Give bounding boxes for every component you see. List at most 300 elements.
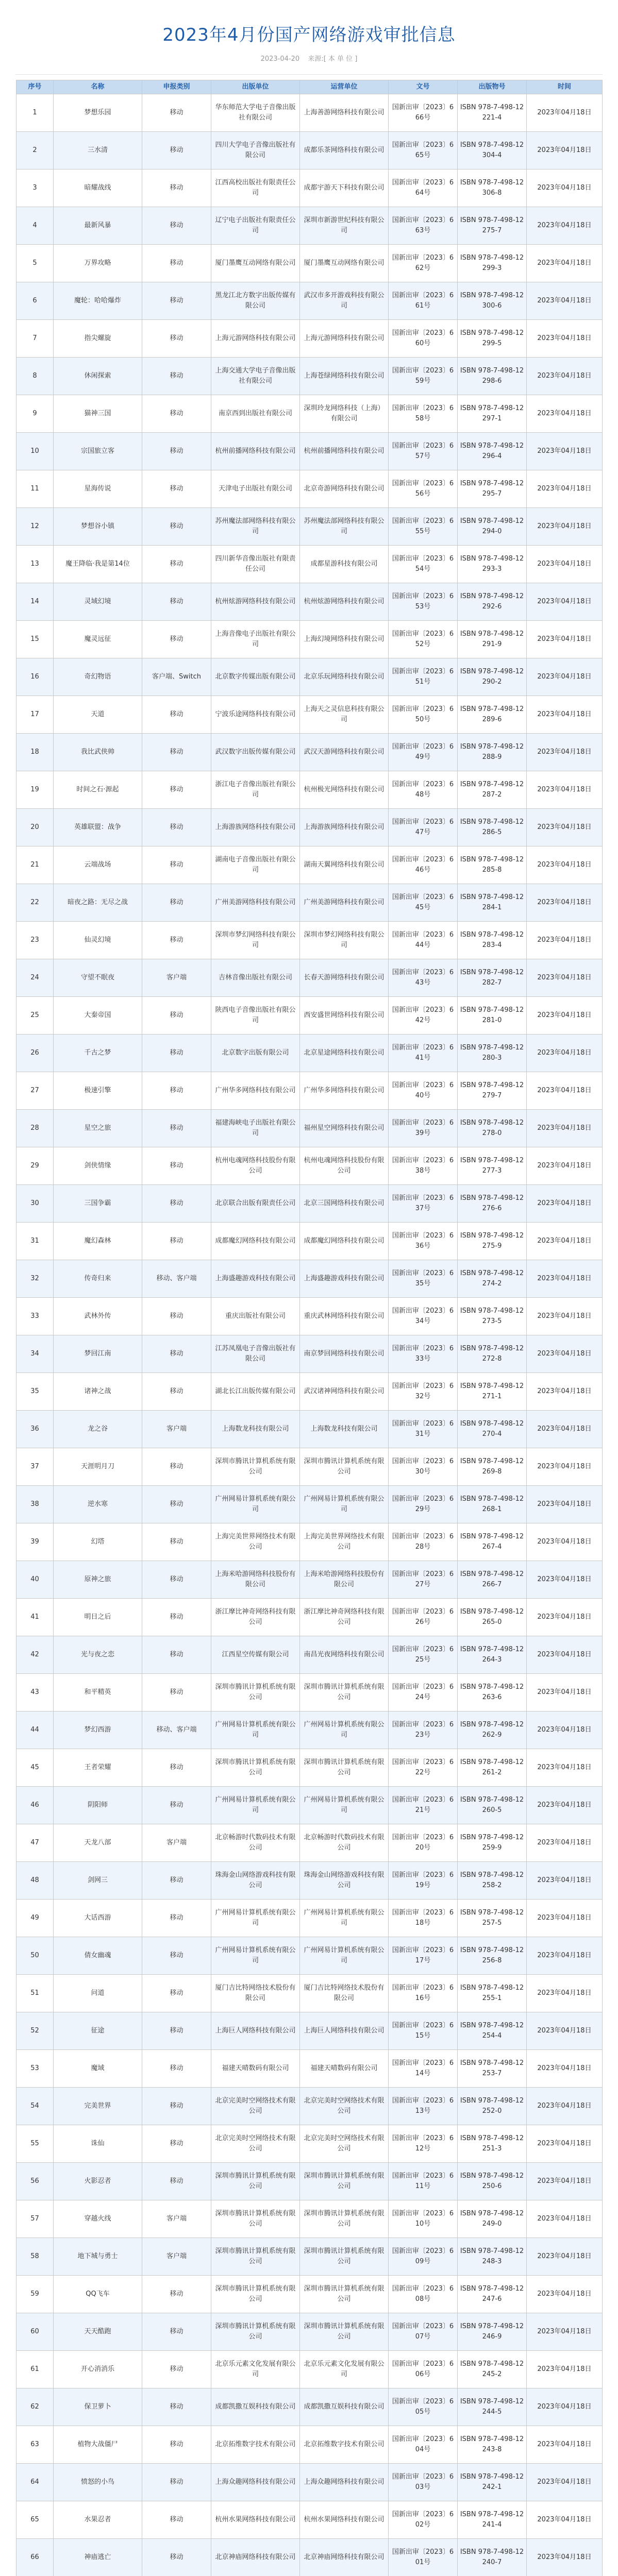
cell-approval-no: 国新出审〔2023〕657号 [389,433,458,470]
cell-category: 移动 [142,1523,211,1561]
cell-category: 移动 [142,809,211,846]
cell-name: 三国争霸 [54,1185,142,1223]
cell-isbn: ISBN 978-7-498-12247-6 [458,2276,527,2313]
cell-name: 逆水寒 [54,1486,142,1523]
cell-category: 客户端、Switch [142,658,211,696]
table-row [16,1561,603,1599]
cell-publisher: 北京完美时空网络技术有限公司 [211,2125,300,2163]
cell-isbn: ISBN 978-7-498-12295-7 [458,470,527,508]
cell-date: 2023年04月18日 [527,1335,603,1373]
cell-publisher: 广州网易计算机系统有限公司 [211,1937,300,1975]
cell-index: 23 [16,922,54,959]
cell-name: 我比武侠帅 [54,734,142,771]
divider [15,74,603,75]
cell-category: 移动 [142,470,211,508]
cell-category: 移动 [142,2012,211,2050]
cell-approval-no: 国新出审〔2023〕641号 [389,1035,458,1072]
cell-publisher: 宁波乐途网络科技有限公司 [211,696,300,734]
cell-publisher: 上海元游网络科技有限公司 [211,320,300,358]
table-row [16,1110,603,1147]
table-row [16,433,603,470]
cell-index: 18 [16,734,54,771]
cell-operator: 北京奇游网络科技有限公司 [300,470,389,508]
cell-date: 2023年04月18日 [527,2200,603,2238]
cell-publisher: 北京联合出版有限责任公司 [211,1185,300,1223]
cell-operator: 深圳市腾讯计算机系统有限公司 [300,1749,389,1787]
col-header-category: 申报类别 [142,80,211,94]
cell-approval-no: 国新出审〔2023〕639号 [389,1110,458,1147]
cell-operator: 北京乐元素文化发展有限公司 [300,2351,389,2388]
cell-publisher: 江西星空传媒有限公司 [211,1636,300,1674]
table-row [16,245,603,282]
cell-operator: 珠海金山网络游戏科技有限公司 [300,1862,389,1900]
cell-isbn: ISBN 978-7-498-12300-6 [458,282,527,320]
cell-category: 移动 [142,1486,211,1523]
cell-publisher: 四川大学电子音像出版社有限公司 [211,132,300,170]
cell-index: 54 [16,2088,54,2125]
cell-operator: 上海天之灵信息科技有限公司 [300,696,389,734]
cell-name: 魔王降临·我是第14位 [54,546,142,583]
cell-category: 移动 [142,621,211,658]
cell-date: 2023年04月18日 [527,1749,603,1787]
cell-approval-no: 国新出审〔2023〕617号 [389,1937,458,1975]
cell-approval-no: 国新出审〔2023〕655号 [389,508,458,546]
cell-index: 56 [16,2163,54,2200]
cell-name: 云端战场 [54,846,142,884]
cell-approval-no: 国新出审〔2023〕661号 [389,282,458,320]
cell-category: 移动 [142,2276,211,2313]
cell-isbn: ISBN 978-7-498-12261-2 [458,1749,527,1787]
cell-isbn: ISBN 978-7-498-12290-2 [458,658,527,696]
cell-name: 梦回江南 [54,1335,142,1373]
table-row [16,809,603,846]
cell-isbn: ISBN 978-7-498-12240-7 [458,2539,527,2576]
cell-approval-no: 国新出审〔2023〕626号 [389,1599,458,1636]
cell-operator: 福州星空网络科技有限公司 [300,1110,389,1147]
cell-index: 29 [16,1147,54,1185]
cell-date: 2023年04月18日 [527,1110,603,1147]
cell-name: 王者荣耀 [54,1749,142,1787]
cell-operator: 北京星途网络科技有限公司 [300,1035,389,1072]
cell-approval-no: 国新出审〔2023〕627号 [389,1561,458,1599]
cell-approval-no: 国新出审〔2023〕634号 [389,1298,458,1335]
cell-index: 33 [16,1298,54,1335]
table-row [16,2238,603,2276]
cell-publisher: 江西高校出版社有限责任公司 [211,170,300,207]
cell-name: 愤怒的小鸟 [54,2464,142,2501]
cell-isbn: ISBN 978-7-498-12291-9 [458,621,527,658]
cell-index: 6 [16,282,54,320]
cell-category: 移动 [142,2088,211,2125]
cell-name: 诛仙 [54,2125,142,2163]
cell-operator: 湖南天翼网络科技有限公司 [300,846,389,884]
cell-isbn: ISBN 978-7-498-12262-9 [458,1711,527,1749]
cell-category: 移动 [142,997,211,1035]
cell-index: 4 [16,207,54,245]
cell-approval-no: 国新出审〔2023〕619号 [389,1862,458,1900]
cell-operator: 杭州炫游网络科技有限公司 [300,583,389,621]
cell-name: 魔幻森林 [54,1223,142,1260]
cell-publisher: 四川新华音像出版社有限责任公司 [211,546,300,583]
cell-approval-no: 国新出审〔2023〕606号 [389,2351,458,2388]
cell-name: 天道 [54,696,142,734]
cell-publisher: 北京神庙网络科技有限公司 [211,2539,300,2576]
cell-isbn: ISBN 978-7-498-12282-7 [458,959,527,997]
cell-isbn: ISBN 978-7-498-12280-3 [458,1035,527,1072]
cell-operator: 杭州前播网络科技有限公司 [300,433,389,470]
cell-date: 2023年04月18日 [527,1599,603,1636]
table-row [16,132,603,170]
cell-approval-no: 国新出审〔2023〕628号 [389,1523,458,1561]
cell-isbn: ISBN 978-7-498-12287-2 [458,771,527,809]
cell-operator: 北京畅游时代数码技术有限公司 [300,1824,389,1862]
table-row [16,1335,603,1373]
cell-category: 移动 [142,2501,211,2539]
cell-approval-no: 国新出审〔2023〕660号 [389,320,458,358]
cell-category: 移动 [142,1674,211,1711]
cell-publisher: 上海游族网络科技有限公司 [211,809,300,846]
table-row [16,358,603,395]
cell-date: 2023年04月18日 [527,734,603,771]
cell-operator: 成都宇游天下科技有限公司 [300,170,389,207]
cell-index: 15 [16,621,54,658]
cell-approval-no: 国新出审〔2023〕610号 [389,2200,458,2238]
cell-publisher: 上海完美世界网络技术有限公司 [211,1523,300,1561]
table-row [16,1486,603,1523]
cell-approval-no: 国新出审〔2023〕665号 [389,132,458,170]
cell-index: 40 [16,1561,54,1599]
cell-date: 2023年04月18日 [527,94,603,132]
cell-name: 梦想乐园 [54,94,142,132]
cell-publisher: 上海数龙科技有限公司 [211,1411,300,1448]
cell-category: 移动 [142,1185,211,1223]
cell-category: 移动 [142,2426,211,2464]
cell-publisher: 武汉数字出版传媒有限公司 [211,734,300,771]
cell-index: 66 [16,2539,54,2576]
table-row [16,1147,603,1185]
cell-category: 移动 [142,1223,211,1260]
cell-approval-no: 国新出审〔2023〕623号 [389,1711,458,1749]
table-row [16,1448,603,1486]
cell-operator: 深圳市梦幻网络科技有限公司 [300,922,389,959]
cell-category: 移动 [142,1599,211,1636]
table-row [16,2313,603,2351]
cell-publisher: 上海音像电子出版社有限公司 [211,621,300,658]
cell-index: 41 [16,1599,54,1636]
cell-date: 2023年04月18日 [527,1711,603,1749]
table-row [16,922,603,959]
table-row [16,1674,603,1711]
cell-isbn: ISBN 978-7-498-12246-9 [458,2313,527,2351]
table-row [16,1975,603,2012]
cell-index: 2 [16,132,54,170]
cell-approval-no: 国新出审〔2023〕608号 [389,2276,458,2313]
cell-publisher: 成都魔幻网络科技有限公司 [211,1223,300,1260]
cell-operator: 广州网易计算机系统有限公司 [300,1937,389,1975]
table-row [16,1298,603,1335]
cell-isbn: ISBN 978-7-498-12264-3 [458,1636,527,1674]
cell-date: 2023年04月18日 [527,1900,603,1937]
table-row [16,2125,603,2163]
cell-operator: 浙江摩比神奇网络科技有限公司 [300,1599,389,1636]
cell-index: 45 [16,1749,54,1787]
cell-operator: 北京神庙网络科技有限公司 [300,2539,389,2576]
cell-date: 2023年04月18日 [527,658,603,696]
cell-approval-no: 国新出审〔2023〕663号 [389,207,458,245]
cell-index: 64 [16,2464,54,2501]
cell-index: 30 [16,1185,54,1223]
cell-isbn: ISBN 978-7-498-12241-4 [458,2501,527,2539]
cell-isbn: ISBN 978-7-498-12251-3 [458,2125,527,2163]
cell-date: 2023年04月18日 [527,1072,603,1110]
cell-publisher: 天津电子出版社有限公司 [211,470,300,508]
cell-publisher: 厦门吉比特网络技术股份有限公司 [211,1975,300,2012]
cell-date: 2023年04月18日 [527,1260,603,1298]
cell-isbn: ISBN 978-7-498-12286-5 [458,809,527,846]
cell-index: 49 [16,1900,54,1937]
cell-isbn: ISBN 978-7-498-12271-1 [458,1373,527,1411]
cell-isbn: ISBN 978-7-498-12299-3 [458,245,527,282]
cell-name: 魔轮：哈哈爆炸 [54,282,142,320]
page-title: 2023年4月份国产网络游戏审批信息 [162,25,456,45]
table-row [16,2200,603,2238]
cell-category: 移动 [142,884,211,922]
cell-approval-no: 国新出审〔2023〕625号 [389,1636,458,1674]
cell-operator: 广州网易计算机系统有限公司 [300,1711,389,1749]
cell-operator: 福建天晴数码有限公司 [300,2050,389,2088]
cell-index: 25 [16,997,54,1035]
cell-publisher: 华东师范大学电子音像出版社有限公司 [211,94,300,132]
cell-name: 猫神三国 [54,395,142,433]
cell-publisher: 杭州电魂网络科技股份有限公司 [211,1147,300,1185]
col-header-operator: 运营单位 [300,80,389,94]
cell-name: 明日之后 [54,1599,142,1636]
table-row [16,621,603,658]
cell-index: 17 [16,696,54,734]
cell-approval-no: 国新出审〔2023〕643号 [389,959,458,997]
cell-category: 移动 [142,771,211,809]
cell-publisher: 黑龙江北方数字出版传媒有限公司 [211,282,300,320]
table-row [16,1862,603,1900]
cell-operator: 上海众趣网络科技有限公司 [300,2464,389,2501]
cell-approval-no: 国新出审〔2023〕650号 [389,696,458,734]
cell-approval-no: 国新出审〔2023〕615号 [389,2012,458,2050]
cell-isbn: ISBN 978-7-498-12275-9 [458,1223,527,1260]
cell-date: 2023年04月18日 [527,1862,603,1900]
cell-date: 2023年04月18日 [527,2501,603,2539]
cell-date: 2023年04月18日 [527,170,603,207]
cell-index: 31 [16,1223,54,1260]
cell-publisher: 广州网易计算机系统有限公司 [211,1787,300,1824]
col-header-index: 序号 [16,80,54,94]
cell-operator: 杭州水果网络科技有限公司 [300,2501,389,2539]
cell-publisher: 深圳市腾讯计算机系统有限公司 [211,2163,300,2200]
cell-operator: 北京完美时空网络技术有限公司 [300,2088,389,2125]
cell-isbn: ISBN 978-7-498-12283-4 [458,922,527,959]
cell-publisher: 广州华多网络科技有限公司 [211,1072,300,1110]
cell-isbn: ISBN 978-7-498-12242-1 [458,2464,527,2501]
table-row [16,207,603,245]
cell-date: 2023年04月18日 [527,395,603,433]
cell-date: 2023年04月18日 [527,2050,603,2088]
cell-approval-no: 国新出审〔2023〕611号 [389,2163,458,2200]
cell-operator: 深圳玲龙网络科技（上海）有限公司 [300,395,389,433]
table-row [16,658,603,696]
cell-approval-no: 国新出审〔2023〕646号 [389,846,458,884]
cell-publisher: 深圳市腾讯计算机系统有限公司 [211,1674,300,1711]
cell-category: 移动 [142,1975,211,2012]
cell-approval-no: 国新出审〔2023〕630号 [389,1448,458,1486]
cell-index: 60 [16,2313,54,2351]
table-row [16,2539,603,2576]
table-row [16,846,603,884]
cell-index: 5 [16,245,54,282]
cell-isbn: ISBN 978-7-498-12266-7 [458,1561,527,1599]
cell-name: 指尖螺旋 [54,320,142,358]
cell-approval-no: 国新出审〔2023〕651号 [389,658,458,696]
cell-publisher: 重庆出版社有限公司 [211,1298,300,1335]
cell-isbn: ISBN 978-7-498-12254-4 [458,2012,527,2050]
cell-index: 57 [16,2200,54,2238]
cell-operator: 上海善游网络科技有限公司 [300,94,389,132]
cell-date: 2023年04月18日 [527,997,603,1035]
cell-date: 2023年04月18日 [527,2012,603,2050]
table-row [16,1523,603,1561]
cell-isbn: ISBN 978-7-498-12259-9 [458,1824,527,1862]
cell-operator: 成都凯撒互娱科技有限公司 [300,2388,389,2426]
cell-publisher: 深圳市腾讯计算机系统有限公司 [211,1448,300,1486]
cell-name: 阴阳师 [54,1787,142,1824]
table-row [16,1824,603,1862]
cell-category: 移动 [142,2351,211,2388]
table-row [16,734,603,771]
cell-publisher: 江苏凤凰电子音像出版社有限公司 [211,1335,300,1373]
cell-isbn: ISBN 978-7-498-12253-7 [458,2050,527,2088]
cell-date: 2023年04月18日 [527,470,603,508]
cell-name: 时间之石·源起 [54,771,142,809]
cell-name: 火影忍者 [54,2163,142,2200]
cell-publisher: 北京数字出版有限公司 [211,1035,300,1072]
cell-approval-no: 国新出审〔2023〕624号 [389,1674,458,1711]
cell-isbn: ISBN 978-7-498-12255-1 [458,1975,527,2012]
cell-index: 28 [16,1110,54,1147]
cell-index: 7 [16,320,54,358]
cell-name: 三水清 [54,132,142,170]
cell-isbn: ISBN 978-7-498-12277-3 [458,1147,527,1185]
table-row [16,1636,603,1674]
cell-approval-no: 国新出审〔2023〕644号 [389,922,458,959]
cell-operator: 上海盛趣游戏科技有限公司 [300,1260,389,1298]
cell-operator: 深圳市腾讯计算机系统有限公司 [300,2313,389,2351]
cell-category: 移动 [142,1561,211,1599]
cell-index: 21 [16,846,54,884]
cell-isbn: ISBN 978-7-498-12250-6 [458,2163,527,2200]
cell-name: 神庙逃亡 [54,2539,142,2576]
cell-date: 2023年04月18日 [527,546,603,583]
cell-date: 2023年04月18日 [527,1561,603,1599]
cell-approval-no: 国新出审〔2023〕647号 [389,809,458,846]
cell-category: 移动 [142,1787,211,1824]
cell-approval-no: 国新出审〔2023〕656号 [389,470,458,508]
cell-name: 原神之旅 [54,1561,142,1599]
cell-approval-no: 国新出审〔2023〕613号 [389,2088,458,2125]
cell-operator: 深圳市腾讯计算机系统有限公司 [300,1448,389,1486]
cell-operator: 深圳市腾讯计算机系统有限公司 [300,2200,389,2238]
cell-category: 客户端 [142,1824,211,1862]
cell-category: 移动 [142,846,211,884]
cell-category: 移动 [142,2539,211,2576]
cell-category: 移动 [142,170,211,207]
table-row [16,1937,603,1975]
cell-isbn: ISBN 978-7-498-12221-4 [458,94,527,132]
cell-date: 2023年04月18日 [527,771,603,809]
cell-operator: 深圳市腾讯计算机系统有限公司 [300,1674,389,1711]
cell-index: 38 [16,1486,54,1523]
cell-index: 46 [16,1787,54,1824]
cell-date: 2023年04月18日 [527,2464,603,2501]
cell-date: 2023年04月18日 [527,1523,603,1561]
table-row [16,94,603,132]
cell-operator: 北京完美时空网络技术有限公司 [300,2125,389,2163]
table-row [16,2050,603,2088]
cell-approval-no: 国新出审〔2023〕633号 [389,1335,458,1373]
cell-index: 65 [16,2501,54,2539]
cell-name: 开心消消乐 [54,2351,142,2388]
cell-isbn: ISBN 978-7-498-12260-5 [458,1787,527,1824]
cell-category: 移动、客户端 [142,1711,211,1749]
cell-name: 宗国旅立客 [54,433,142,470]
cell-date: 2023年04月18日 [527,2276,603,2313]
cell-publisher: 北京拓维数字技术有限公司 [211,2426,300,2464]
cell-isbn: ISBN 978-7-498-12278-0 [458,1110,527,1147]
cell-category: 客户端 [142,959,211,997]
cell-operator: 厦门墨鹰互动网络有限公司 [300,245,389,282]
cell-operator: 厦门吉比特网络技术股份有限公司 [300,1975,389,2012]
cell-date: 2023年04月18日 [527,207,603,245]
cell-category: 移动 [142,358,211,395]
cell-category: 移动 [142,1035,211,1072]
table-header-row [16,80,603,94]
cell-operator: 广州美游网络科技有限公司 [300,884,389,922]
cell-operator: 成都魔幻网络科技有限公司 [300,1223,389,1260]
cell-category: 移动 [142,282,211,320]
cell-date: 2023年04月18日 [527,1636,603,1674]
cell-index: 10 [16,433,54,470]
cell-name: 天涯明月刀 [54,1448,142,1486]
cell-index: 34 [16,1335,54,1373]
table-row [16,2501,603,2539]
cell-operator: 上海米哈游网络科技股份有限公司 [300,1561,389,1599]
table-row [16,470,603,508]
cell-date: 2023年04月18日 [527,809,603,846]
cell-name: 武林外传 [54,1298,142,1335]
cell-isbn: ISBN 978-7-498-12279-7 [458,1072,527,1110]
table-row [16,2012,603,2050]
cell-approval-no: 国新出审〔2023〕649号 [389,734,458,771]
cell-name: 龙之谷 [54,1411,142,1448]
cell-isbn: ISBN 978-7-498-12276-6 [458,1185,527,1223]
cell-category: 移动 [142,1110,211,1147]
cell-operator: 上海数龙科技有限公司 [300,1411,389,1448]
article-meta [0,53,618,63]
cell-operator: 北京拓维数字技术有限公司 [300,2426,389,2464]
cell-index: 58 [16,2238,54,2276]
cell-date: 2023年04月18日 [527,245,603,282]
table-row [16,282,603,320]
cell-date: 2023年04月18日 [527,508,603,546]
cell-approval-no: 国新出审〔2023〕607号 [389,2313,458,2351]
table-row [16,959,603,997]
